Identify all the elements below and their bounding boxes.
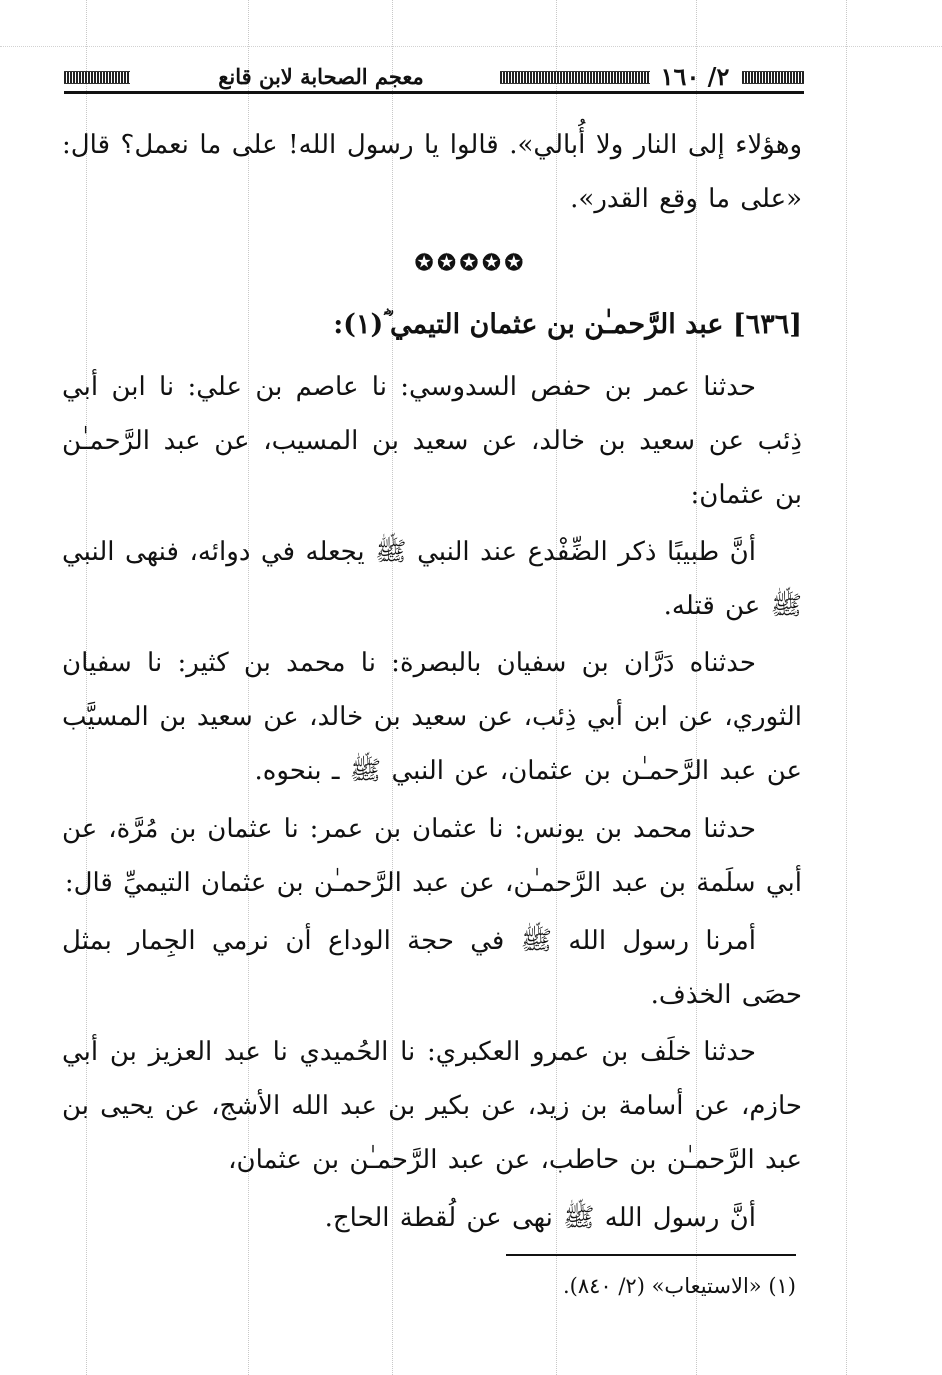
book-title: معجم الصحابة لابن قانع [218,64,424,89]
running-header [64,62,804,96]
header-ornament [64,71,130,84]
header-ornament [500,71,650,84]
hadith-paragraph: أنَّ طبيبًا ذكر الضِّفْدع عند النبي ﷺ يجعله في دوائه، فنهى النبي ﷺ عن قتله. [62,537,802,621]
paragraph-continuation: وهؤلاء إلى النار ولا أُبالي». قالوا يا رسول الله! على ما نعمل؟ قال: «على ما وقع القدر». [62,130,802,214]
footnote-separator [506,1254,796,1256]
section-divider-stars: ✪✪✪✪✪ [414,250,528,276]
header-ornament [742,71,804,84]
footnote: (١) «الاستيعاب» (٢/ ٨٤٠). [562,1274,796,1298]
isnad-paragraph: حدثنا خلَف بن عمرو العكبري: نا الحُميدي نا عبد العزيز بن أبي حازم، عن أسامة بن زيد، عن بكير بن عبد الله الأشج، عن يحيى بن عبد الرَّحمـٰن بن حاطب، عن عبد الرَّحمـٰن بن عثمان، [62,1037,802,1175]
isnad-paragraph: حدثناه دَرَّان بن سفيان بالبصرة: نا محمد بن كثير: نا سفيان الثوري، عن ابن أبي ذِئب، عن سعيد بن خالد، عن سعيد بن المسيَّب عن عبد الرَّحمـٰن بن عثمان، عن النبي ﷺ ـ بنحوه. [62,648,802,786]
page-number: ٢/ ١٦٠ [660,62,730,91]
hadith-paragraph: أمرنا رسول الله ﷺ في حجة الوداع أن نرمي الجِمار بمثل حصَى الخذف. [62,926,802,1010]
isnad-paragraph: حدثنا محمد بن يونس: نا عثمان بن عمر: نا عثمان بن مُرَّة، عن أبي سلَمة بن عبد الرَّحمـٰن، عن عبد الرَّحمـٰن بن عثمان التيميِّ قال: [62,814,802,898]
header-rule [64,91,804,94]
entry-title: [٦٣٦] عبد الرَّحمـٰن بن عثمان التيمي ؓ(١): [333,309,802,340]
hadith-paragraph: أنَّ رسول الله ﷺ نهى عن لُقطة الحاج. [324,1203,756,1233]
scan-guide-line [846,0,847,1375]
isnad-paragraph: حدثنا عمر بن حفص السدوسي: نا عاصم بن علي: نا ابن أبي ذِئب عن سعيد بن خالد، عن سعيد بن المسيب، عن عبد الرَّحمـٰن بن عثمان: [62,372,802,510]
scan-guide-line [0,46,942,47]
